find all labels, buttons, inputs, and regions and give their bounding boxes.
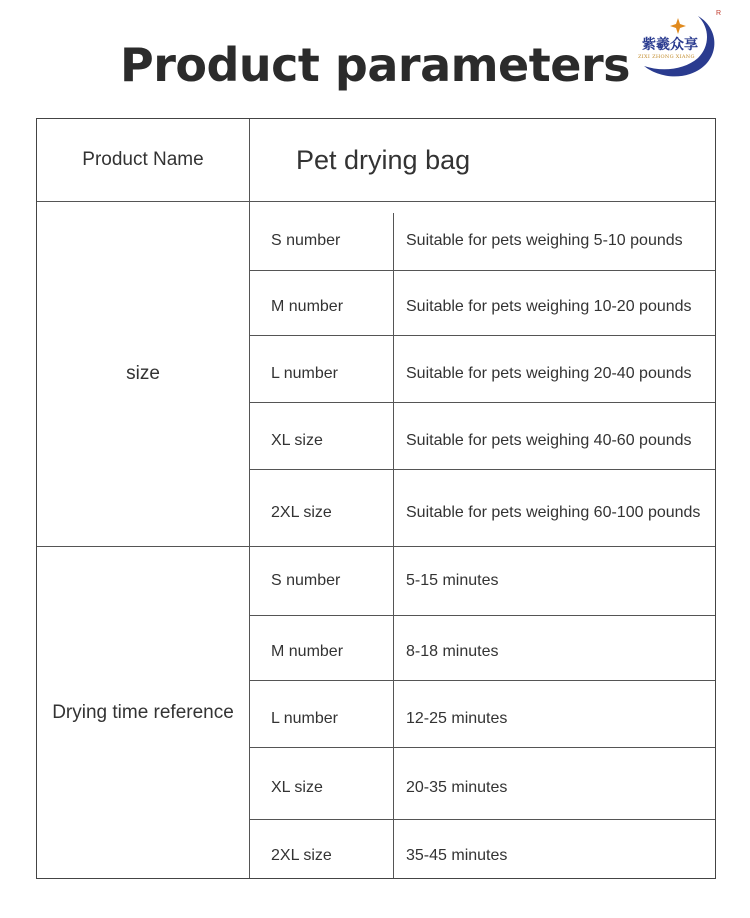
drying-row-value: 8-18 minutes [406,643,499,660]
drying-row-name: XL size [271,779,323,796]
page-title: Product parameters [119,38,631,92]
row-divider [250,819,715,820]
size-row-name: M number [271,298,344,315]
size-row-name: S number [271,231,341,249]
size-row-value: Suitable for pets weighing 5-10 pounds [406,231,683,249]
brand-logo [632,8,726,82]
size-row-name: XL size [271,431,323,449]
drying-row-name: L number [271,709,338,727]
row-divider [250,270,715,271]
drying-row-name: M number [271,643,344,660]
drying-row-name: S number [271,572,341,589]
size-row-value: Suitable for pets weighing 40-60 pounds [406,431,692,449]
drying-row-value: 35-45 minutes [406,847,508,864]
row-divider [250,469,715,470]
row-divider [250,680,715,681]
drying-row-value: 12-25 minutes [406,709,508,727]
logo-chinese-text: 紫羲众享 [642,37,698,53]
size-row-name: L number [271,364,338,382]
size-row-value: Suitable for pets weighing 20-40 pounds [406,364,692,382]
size-row-value: Suitable for pets weighing 60-100 pounds [406,503,701,521]
registered-mark: R [716,10,722,17]
size-section-label: size [126,363,160,384]
parameters-table [36,118,716,879]
size-row-name: 2XL size [271,503,332,521]
logo-pinyin-text: ZIXI ZHONG XIANG [638,54,695,60]
drying-row-value: 5-15 minutes [406,572,499,589]
size-row-value: Suitable for pets weighing 10-20 pounds [406,298,692,315]
row-divider [250,747,715,748]
column-divider [393,213,394,546]
column-divider [249,119,250,878]
row-divider [250,335,715,336]
column-divider [393,547,394,878]
drying-row-name: 2XL size [271,847,332,864]
row-divider [250,402,715,403]
product-name-label: Product Name [82,149,204,170]
row-divider [250,615,715,616]
drying-row-value: 20-35 minutes [406,779,508,796]
product-name-value: Pet drying bag [296,144,471,175]
drying-section-label: Drying time reference [52,701,234,723]
